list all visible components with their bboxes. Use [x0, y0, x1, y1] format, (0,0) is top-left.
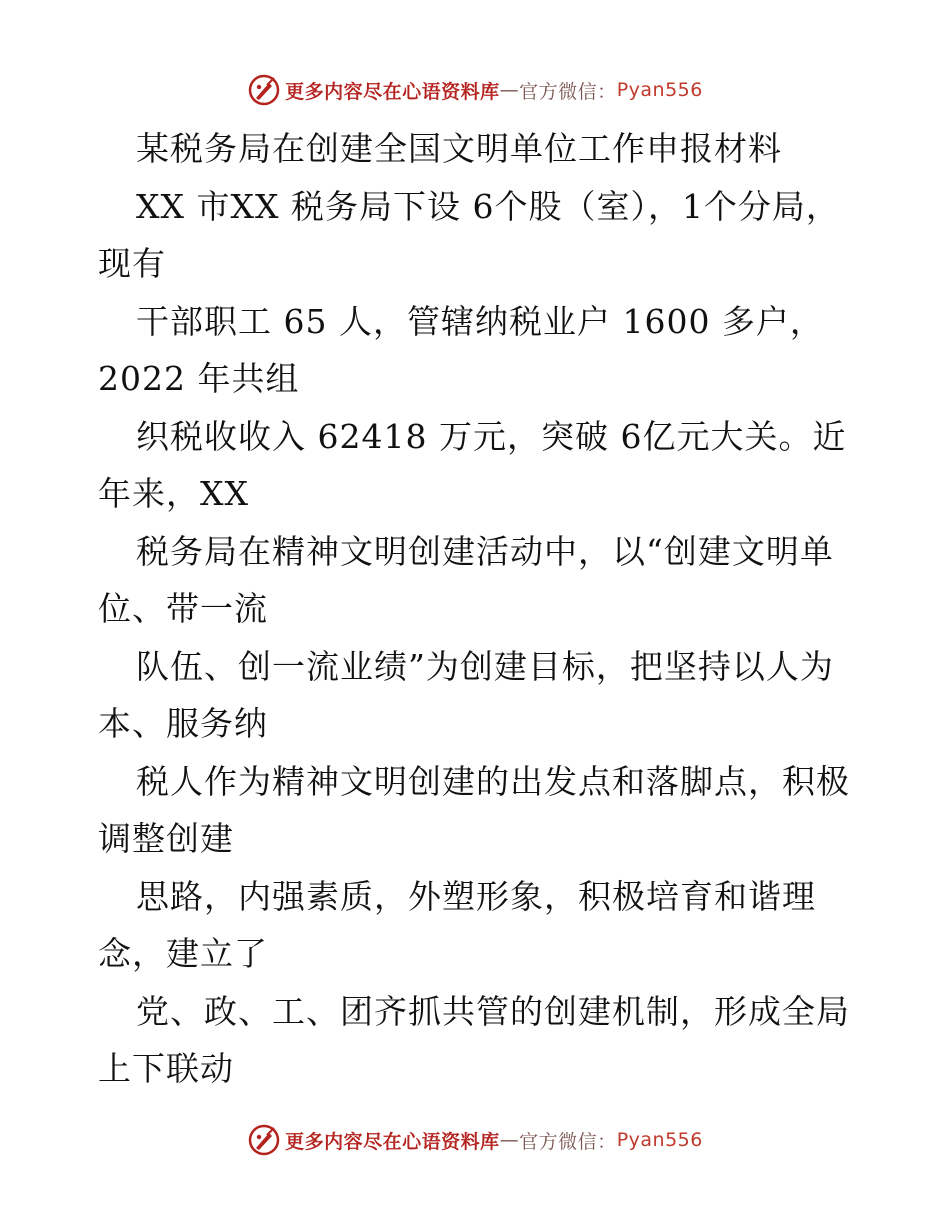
text-line: 税人作为精神文明创建的出发点和落脚点，积极 — [136, 761, 850, 801]
watermark-account-label: 官方微信： — [519, 80, 617, 103]
text-line: 干部职工 65 人，管辖纳税业户 1600 多户， — [136, 301, 824, 341]
text-line: 现有 — [98, 244, 166, 283]
watermark-account-id: Pyan556 — [616, 79, 703, 101]
text-line: 税务局在精神文明创建活动中，以“创建文明单 — [136, 531, 834, 571]
text-line: 党、政、工、团齐抓共管的创建机制，形成全局 — [136, 991, 850, 1031]
watermark-site-text: 更多内容尽在心语资料库 — [285, 80, 500, 103]
text-line: 调整创建 — [98, 819, 234, 858]
text-line: 织税收收入 62418 万元，突破 6亿元大关。近 — [136, 416, 847, 456]
document-title: 某税务局在创建全国文明单位工作申报材料 — [136, 129, 782, 168]
footer-watermark — [0, 1120, 950, 1160]
text-line: 2022 年共组 — [98, 359, 300, 398]
watermark-account-label: 官方微信： — [519, 1130, 617, 1153]
text-line: 队伍、创一流业绩”为创建目标，把坚持以人为 — [136, 646, 834, 686]
watermark-account-id: Pyan556 — [616, 1129, 703, 1151]
text-line: 年来，XX — [98, 474, 249, 513]
pen-logo-icon — [247, 1123, 281, 1157]
watermark-dash: — — [499, 1129, 520, 1151]
text-line: XX 市XX 税务局下设 6个股（室），1个分局， — [136, 186, 840, 226]
text-line: 本、服务纳 — [98, 704, 268, 743]
text-line: 位、带一流 — [98, 589, 268, 628]
watermark-dash: — — [499, 79, 520, 101]
text-line: 思路，内强素质，外塑形象，积极培育和谐理 — [136, 876, 816, 916]
document-body — [98, 120, 858, 1098]
pen-logo-icon — [247, 73, 281, 107]
header-watermark — [0, 70, 950, 110]
text-line: 念，建立了 — [98, 934, 268, 973]
watermark-site-text: 更多内容尽在心语资料库 — [285, 1130, 500, 1153]
text-line: 上下联动 — [98, 1049, 234, 1088]
